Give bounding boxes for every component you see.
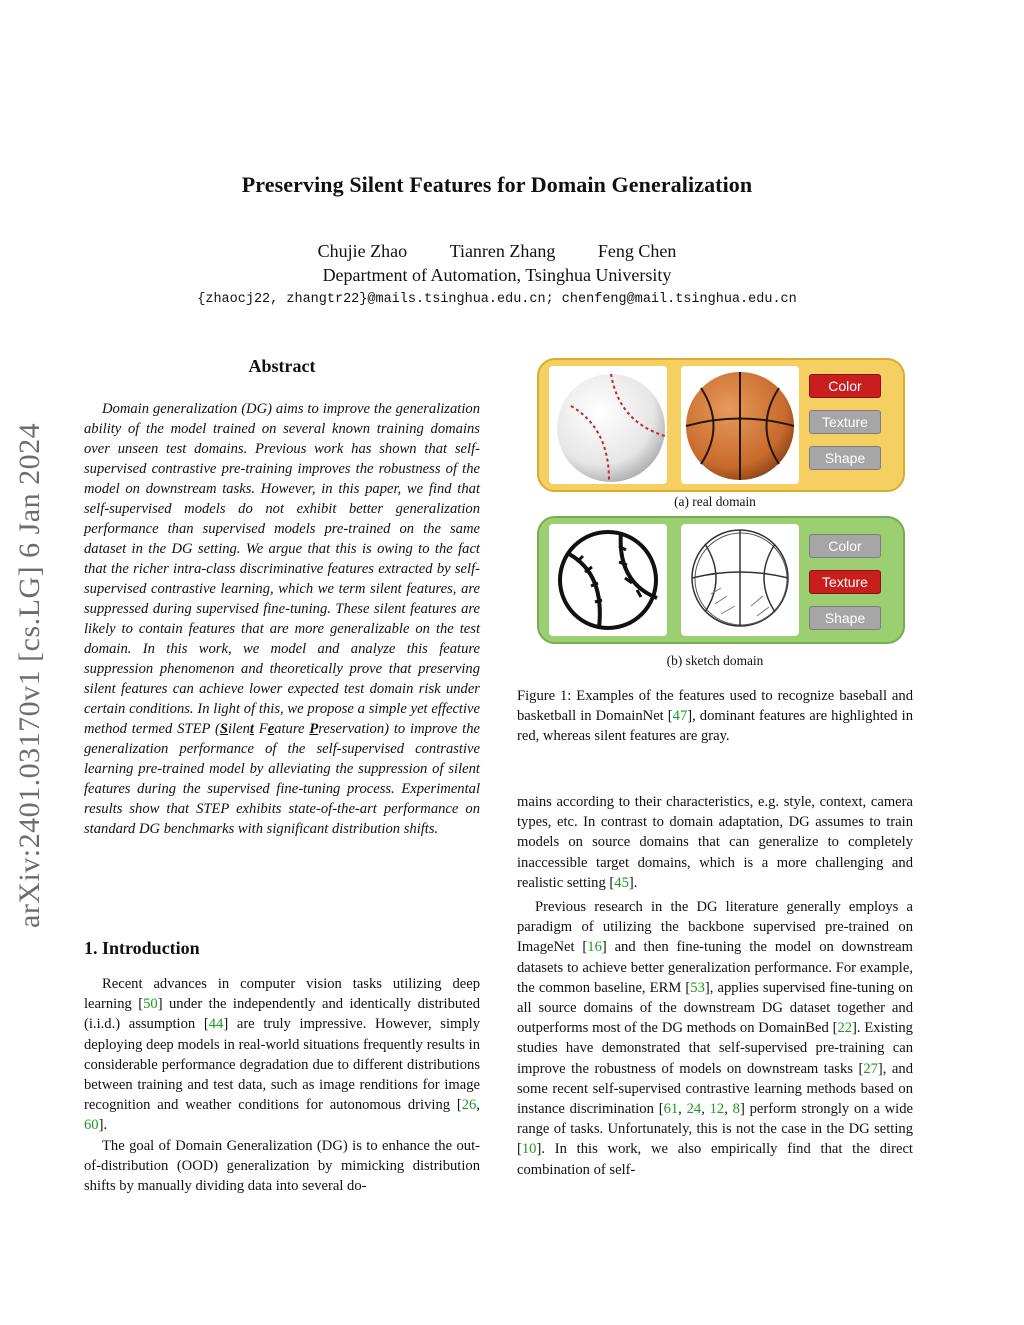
color-tag: Color xyxy=(809,534,881,558)
intro-paragraph-1: Recent advances in computer vision tasks utilizing deep learning [50] under the independently and identically distributed (i.i.d.) assumption [44] are truly impressive. However, simply deploying deep models in real-world situations frequently results in considerable performance degradation due to different distributions between training and test data, such as image renditions for image recognition and weather conditions for autonomous driving [26, 60]. xyxy=(84,976,481,1134)
subcaption-sketch: (b) sketch domain xyxy=(666,653,764,668)
citation-link[interactable]: 60 xyxy=(84,1117,99,1134)
introduction-heading: 1. Introduction xyxy=(84,938,200,958)
step-acronym-s: S xyxy=(219,721,228,737)
citation-link[interactable]: 44 xyxy=(208,1016,224,1033)
texture-tag: Texture xyxy=(809,410,881,434)
texture-tag: Texture xyxy=(809,570,881,594)
right-paragraph-2: Previous research in the DG literature generally employs a paradigm of utilizing the backbone supervised pre-trained on ImageNet [16] and then fine-tuning the model on downstream datasets to achieve better generalization performance. For example, the common baseline, ERM [53], applies supervised fine-tuning on all source domains of the downstream DG dataset together and outperforms most of the DG methods on DomainBed [22]. Existing studies have demonstrated that self-supervised pre-training can improve the robustness of models on downstream tasks [27], and some recent self-supervised contrastive learning methods based on instance discrimination [61, 24, 12, 8] perform strongly on a wide range of tasks. Unfortunately, this is not the case in the DG setting [10]. In this work, we also empirically find that the direct combination of self- xyxy=(517,899,914,1178)
citation-link[interactable]: 16 xyxy=(587,939,602,956)
paper-title: Preserving Silent Features for Domain Generalization xyxy=(241,172,753,197)
shape-tag: Shape xyxy=(809,446,881,470)
real-domain-panel xyxy=(537,358,905,492)
baseball-sketch xyxy=(549,524,667,636)
right-paragraph-1: mains according to their characteristics, e.g. style, context, camera types, etc. In contrast to domain adaptation, DG assumes to train models on source domains that can generalize to completely inaccessible target domains, which is a more challenging and realistic setting [45]. xyxy=(517,794,913,891)
abstract-heading: Abstract xyxy=(248,356,316,376)
citation-link[interactable]: 22 xyxy=(837,1020,853,1037)
citation-link[interactable]: 53 xyxy=(690,979,705,996)
citation-link[interactable]: 47 xyxy=(672,708,688,725)
subcaption-real: (a) real domain xyxy=(674,494,756,509)
author-name: Chujie Zhao xyxy=(317,241,408,261)
shape-tag: Shape xyxy=(809,606,881,630)
right-column-body xyxy=(517,792,913,1180)
left-column xyxy=(84,356,481,1195)
color-tag: Color xyxy=(809,374,881,398)
citation-link[interactable]: 8 xyxy=(732,1101,740,1118)
citation-link[interactable]: 24 xyxy=(686,1101,702,1118)
citation-link[interactable]: 27 xyxy=(863,1060,878,1077)
sketch-domain-panel xyxy=(537,516,905,644)
introduction-body xyxy=(84,974,480,1196)
abstract-text: Domain generalization (DG) aims to improve the generalization ability of the model trained on several known training domains over unseen test domains. Previous work has shown that self-supervised contrastive pre-training improves the robustness of the model on downstream tasks. However, in this paper, we find that self-supervised models do not exhibit better generalization performance than supervised models pre-trained on the same dataset in the DG setting. We argue that this is owing to the fact that the richer intra-class discriminative features extracted by self-supervised contrastive learning, which we term silent features, are suppressed during supervised fine-tuning. These silent features are likely to contain features that are more generalizable on the test domain. In this work, we model and analyze this feature suppression phenomenon and theoretically prove that preserving silent features can achieve lower expected test domain risk under certain conditions. In light of this, we propose a simple yet effective method termed STEP (Silent Feature Preservation) to improve the generalization performance of the self-supervised contrastive learning pre-trained model by alleviating the suppression of silent features during the supervised fine-tuning process. Experimental results show that STEP exhibits state-of-the-art performance on standard DG benchmarks with significant distribution shifts. xyxy=(84,401,480,837)
basketball-photo xyxy=(681,366,799,484)
author-emails: {zhaocj22, zhangtr22}@mails.tsinghua.edu.cn; chenfeng@mail.tsinghua.edu.cn xyxy=(197,292,797,307)
figure-caption: Figure 1: Examples of the features used to recognize baseball and basketball in DomainNet [47], dominant features are highlighted in red, whereas silent features are gray. xyxy=(517,688,913,745)
author-list xyxy=(0,241,994,262)
author-name: Feng Chen xyxy=(597,241,677,261)
citation-link[interactable]: 10 xyxy=(521,1141,537,1158)
citation-link[interactable]: 45 xyxy=(614,874,629,891)
citation-link[interactable]: 12 xyxy=(709,1101,725,1118)
citation-link[interactable]: 61 xyxy=(663,1101,679,1118)
affiliation: Department of Automation, Tsinghua University xyxy=(322,265,672,285)
baseball-photo xyxy=(549,366,667,484)
citation-link[interactable]: 50 xyxy=(143,996,158,1013)
basketball-sketch xyxy=(681,524,799,636)
arxiv-stamp: arXiv:2401.03170v1 [cs.LG] 6 Jan 2024 xyxy=(13,422,46,928)
intro-paragraph-2: The goal of Domain Generalization (DG) is to enhance the out-of-distribution (OOD) generalization by mimicking distribution shifts by manually dividing data into several do- xyxy=(84,1137,480,1195)
author-name: Tianren Zhang xyxy=(449,241,556,261)
citation-link[interactable]: 26 xyxy=(461,1097,477,1114)
